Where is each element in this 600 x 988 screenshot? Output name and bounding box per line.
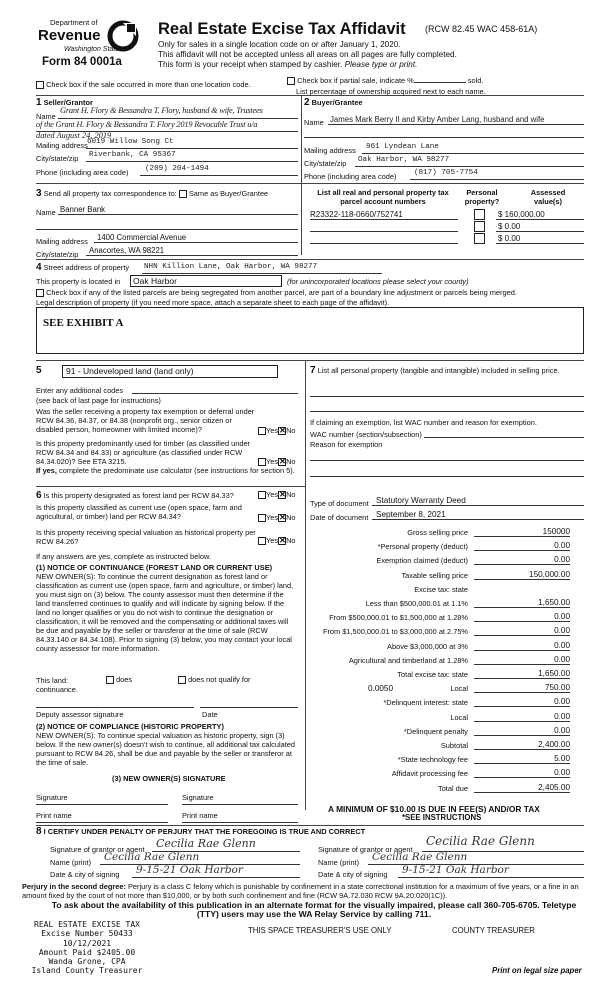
q6-1: 6 Is this property designated as forest land per RCW 84.33?	[36, 490, 234, 501]
grantee-sig-label: Signature of grantor or agent	[318, 845, 413, 854]
use-select[interactable]: 91 - Undeveloped land (land only)	[62, 365, 278, 378]
grantee-name[interactable]: Cecilia Rae Glenn	[372, 851, 468, 863]
wac-label: WAC number (section/subsection)	[310, 430, 422, 439]
calc-value[interactable]: 0.00	[474, 555, 570, 565]
parcel-account[interactable]: R23322-118-0660/752741	[310, 210, 458, 220]
calc-value[interactable]: 0.00	[474, 726, 570, 736]
calc-value[interactable]: 0.00	[474, 612, 570, 622]
calc-value[interactable]: 1,650.00	[474, 669, 570, 679]
stamp-line: 10/12/2021	[62, 938, 112, 948]
certify-label: 8 I CERTIFY UNDER PENALTY OF PERJURY THAT THE FOREGOING IS TRUE AND CORRECT	[36, 826, 366, 837]
calc-label: *Delinquent penalty	[403, 726, 468, 736]
revenue-wordmark: Revenue	[38, 27, 101, 44]
form-number: Form 84 0001a	[42, 56, 122, 68]
checkbox-icon[interactable]	[178, 676, 186, 684]
q5-2: Is this property predominantly used for timber (as classified under RCW 84.34 and 84.33) or agriculture (as classified under RCW 84.34.020)? See ETA 3215.	[36, 439, 251, 466]
codes-label: Enter any additional codes	[36, 386, 124, 395]
personal-property-checkbox[interactable]	[474, 233, 485, 244]
q6-2-answer[interactable]: Yes✕ No	[258, 513, 296, 522]
dept-logo	[36, 18, 141, 78]
calc-label: Excise tax: state	[414, 584, 468, 594]
tax-city[interactable]: Anacortes, WA 98221	[89, 246, 165, 255]
print-label-1: Print name	[36, 811, 72, 820]
location-select[interactable]: Oak Harbor	[130, 275, 282, 287]
form-rcw: (RCW 82.45 WAC 458-61A)	[425, 24, 538, 34]
buyer-name[interactable]: James Mark Berry II and Kirby Amber Lang, husband and wife	[330, 115, 545, 124]
partial-sale-check[interactable]: Check box if partial sale, indicate % sold.	[287, 76, 483, 85]
perjury-note: Perjury in the second degree: Perjury is a class C felony which is punishable by confinement in a state correctional institution for a maximum of five years, or a fine in an amount fixed by the court of not more than $10,000, or by both such confinement and fine (RCW 9A.72.030 RCW 9A.20.020(1C)).	[22, 882, 579, 900]
calc-label: Subtotal	[440, 741, 468, 750]
doc-type-label: Type of document	[310, 499, 369, 508]
calc-label: Above $3,000,000 at 3%	[387, 641, 468, 651]
seller-heading: 1 Seller/Grantor	[36, 97, 93, 108]
checkbox-icon[interactable]	[287, 77, 295, 85]
form-title: Real Estate Excise Tax Affidavit	[158, 20, 406, 38]
tax-mail[interactable]: 1400 Commercial Avenue	[97, 233, 187, 242]
seller-name-1[interactable]: Grant H. Flory & Bessandra T. Flory, husband & wife, Trustees	[60, 106, 263, 115]
grantor-name-label: Name (print)	[50, 858, 92, 867]
seller-name-3[interactable]: dated August 24, 2019	[36, 131, 112, 140]
checkbox-icon[interactable]	[36, 81, 44, 89]
calc-label: Taxable selling price	[401, 570, 468, 580]
parcel-account[interactable]	[310, 222, 458, 232]
minimum-due: A MINIMUM OF $10.00 IS DUE IN FEE(S) AND/OR TAX	[328, 804, 540, 814]
divider	[36, 360, 584, 361]
does-not-check[interactable]: does not qualify for	[178, 675, 251, 684]
local-rate: 0.0050	[368, 684, 394, 694]
grantor-name[interactable]: Cecilia Rae Glenn	[104, 851, 200, 863]
tax-mail-label: Mailing address	[36, 237, 88, 246]
tax-name-label: Name	[36, 208, 56, 217]
reason-label: Reason for exemption	[310, 440, 383, 449]
notice-2-heading: (2) NOTICE OF COMPLIANCE (HISTORIC PROPERTY)	[36, 722, 224, 731]
seller-phone[interactable]: (209) 204-1494	[145, 165, 209, 173]
alt-format-note: To ask about the availability of this publication in an alternate format for the visually impaired, please call 360-705-6705. Teletype (TTY) users may use the WA Relay Service by calling 711.	[51, 900, 577, 919]
divider	[36, 486, 305, 487]
calc-label: Exemption claimed (deduct)	[376, 556, 468, 566]
this-land-label: This land:	[36, 676, 69, 685]
legal-label: Legal description of property (if you need more space, attach a separate sheet to each page of the affidavit).	[36, 298, 390, 307]
q6-2: Is this property classified as current use (open space, farm and agricultural, or timber) land per RCW 84.34?	[36, 503, 242, 521]
treasurer-stamp	[22, 920, 152, 976]
stamp-line: Amount Paid $2405.00	[38, 947, 136, 957]
grantee-date-label: Date & city of signing	[318, 870, 388, 879]
street-address[interactable]: NHN Killion Lane, Oak Harbor, WA 98277	[144, 263, 318, 271]
calc-label: *State technology fee	[397, 755, 468, 765]
exemption-label: If claiming an exemption, list WAC number and reason for exemption.	[310, 418, 537, 427]
divider	[36, 183, 584, 184]
calc-value[interactable]: 1,650.00	[474, 598, 570, 608]
buyer-mail-label: Mailing address	[304, 146, 356, 155]
calc-value[interactable]: 5.00	[474, 754, 570, 764]
buyer-city[interactable]: Oak Harbor, WA 98277	[358, 156, 450, 164]
calc-value[interactable]: 150,000.00	[474, 570, 570, 580]
unincorp-note: (for unincorporated locations please select your county)	[287, 277, 469, 286]
calc-value[interactable]: 0.00	[474, 655, 570, 665]
calc-value[interactable]: 2,405.00	[474, 783, 570, 793]
header-line-2: This affidavit will not be accepted unless all areas on all pages are fully completed.	[158, 50, 457, 59]
personal-header: Personal property?	[464, 188, 500, 206]
grantor-sig-label: Signature of grantor or agent	[50, 845, 145, 854]
seller-phone-label: Phone (including area code)	[36, 168, 129, 177]
stamp-line: REAL ESTATE EXCISE TAX	[34, 920, 140, 929]
calc-label: Total due	[438, 783, 468, 793]
personal-property-checkbox[interactable]	[474, 209, 485, 220]
divider	[36, 95, 584, 96]
q6-1-answer[interactable]: Yes✕ No	[258, 490, 296, 499]
stamp-line: Island County Treasurer	[31, 966, 143, 976]
same-as-buyer-checkbox[interactable]	[179, 190, 187, 198]
grantor-date[interactable]: 9-15-21 Oak Harbor	[136, 864, 243, 876]
sig-label-2: Signature	[182, 793, 214, 802]
calc-value[interactable]: 0.00	[474, 541, 570, 551]
buyer-city-label: City/state/zip	[304, 159, 347, 168]
grantee-name-label: Name (print)	[318, 858, 360, 867]
buyer-phone[interactable]: (817) 705-7754	[414, 169, 478, 177]
county-treasurer: COUNTY TREASURER	[452, 926, 535, 935]
checkbox-icon[interactable]	[36, 289, 44, 297]
see-instructions: (see back of last page for instructions)	[36, 396, 161, 405]
notice-2-text: NEW OWNER(S): To continue special valuation as historic property, sign (3) below. If the new owner(s) doesn't wish to continue, all additional tax calculated pursuant to RCW 84.26, shall be due and payable by the seller or transferor at the time of sale.	[36, 731, 296, 767]
stamp-line: Wanda Grone, CPA	[48, 957, 126, 967]
sec7-label: 7 List all personal property (tangible and intangible) included in selling price.	[310, 365, 560, 376]
calc-label: From $500,000.01 to $1,500,000 at 1.28%	[329, 613, 468, 623]
grantor-signature[interactable]: Cecilia Rae Glenn	[156, 837, 256, 850]
calc-label: Less than $500,000.01 at 1.1%	[365, 599, 468, 608]
legal-box[interactable]	[36, 307, 584, 354]
seller-name-label: Name	[36, 112, 56, 121]
deputy-date-label: Date	[202, 710, 218, 719]
grantor-date-label: Date & city of signing	[50, 870, 120, 879]
header-line-1: Only for sales in a single location code on or after January 1, 2020.	[158, 40, 401, 49]
see-instr: *SEE INSTRUCTIONS	[402, 813, 482, 822]
q6-3: Is this property receiving special valuation as historical property per RCW 84.26?	[36, 528, 256, 546]
q5-1: Was the seller receiving a property tax exemption or deferral under RCW 84.36, 84.37, or 84.38 (nonprofit org., senior citizen or disabled person, homeowner with limited income)?	[36, 407, 255, 434]
seller-mail[interactable]: 6019 Willow Song Ct	[87, 138, 174, 146]
calc-value[interactable]: 0.00	[474, 768, 570, 778]
q6-3-answer[interactable]: Yes✕ No	[258, 536, 296, 545]
tax-corr-heading: 3 Send all property tax correspondence to: Same as Buyer/Grantee	[36, 188, 269, 199]
checkbox-icon[interactable]	[106, 676, 114, 684]
notice-1-heading: (1) NOTICE OF CONTINUANCE (FOREST LAND OR CURRENT USE)	[36, 563, 273, 572]
personal-property-checkbox[interactable]	[474, 221, 485, 232]
buyer-heading: 2 Buyer/Grantee	[304, 97, 363, 108]
grantee-signature[interactable]: Cecilia Rae Glenn	[426, 834, 535, 848]
notice-3-heading: (3) NEW OWNER(S) SIGNATURE	[112, 774, 226, 783]
q5-2-yes: If yes, complete the predominate use calculator (see instructions for section 5).	[36, 466, 295, 475]
print-label-2: Print name	[182, 811, 218, 820]
notice-1-text: NEW OWNER(S): To continue the current designation as forest land or classification as current use (open space, farm and agriculture, or timber) land, you must sign on (3) below. The county assessor must then determine if the land transferred continues to qualify and will indicate by signing below. If the land no longer qualifies or you do not wish to continue the designation or classification, it will be removed and the compensating or additional taxes will be due and payable by the seller or transferor at the time of sale (RCW 84.33.140 or 84.34.108). Prior to signing (3) below, you may contact your local county assessor for more information.	[36, 572, 294, 653]
calc-value[interactable]: 0.00	[474, 626, 570, 636]
located-label: This property is located in	[36, 277, 121, 286]
calc-value[interactable]: 750.00	[474, 683, 570, 693]
seller-mail-label: Mailing address	[36, 141, 88, 150]
buyer-phone-label: Phone (including area code)	[304, 172, 397, 181]
assessed-value[interactable]: $ 160,000.00	[496, 210, 584, 220]
state-label: Washington State	[64, 46, 120, 53]
continuance-label: continuance.	[36, 685, 78, 694]
calc-label: *Personal property (deduct)	[377, 542, 468, 552]
tax-city-label: City/state/zip	[36, 250, 79, 259]
calc-label: Gross selling price	[407, 528, 468, 537]
does-check[interactable]: does	[106, 675, 132, 684]
calc-value[interactable]: 2,400.00	[474, 740, 570, 750]
doc-date-label: Date of document	[310, 513, 369, 522]
calc-label: Local	[450, 712, 468, 722]
assessed-value[interactable]: $ 0.00	[496, 234, 584, 244]
sig-label-1: Signature	[36, 793, 68, 802]
dept-label: Department of	[50, 18, 98, 27]
treasurer-use: THIS SPACE TREASURER'S USE ONLY	[248, 926, 392, 935]
calc-label: Total excise tax: state	[397, 670, 468, 679]
more-location-check[interactable]: Check box if the sale occurred in more than one location code.	[36, 80, 251, 89]
calc-label: *Delinquent interest: state	[383, 698, 468, 708]
doc-type[interactable]: Statutory Warranty Deed	[376, 496, 466, 505]
header-line-3: This form is your receipt when stamped by cashier. Please type or print.	[158, 60, 418, 69]
calc-value[interactable]: 0.00	[474, 697, 570, 707]
parcel-account[interactable]	[310, 234, 458, 244]
calc-label: Affidavit processing fee	[391, 769, 468, 779]
calc-value[interactable]: 0.00	[474, 712, 570, 722]
segregated-check[interactable]: Check box if any of the listed parcels are being segregated from another parcel, are part of a boundary line adjustment or parcels being merged.	[36, 288, 517, 297]
deputy-label: Deputy assessor signature	[36, 710, 124, 719]
q5-1-answer[interactable]: Yes✕ No	[258, 426, 296, 435]
ownership-note: List percentage of ownership acquired next to each name.	[296, 87, 486, 96]
seller-name-2[interactable]: of the Grant H. Flory & Bessandra T. Flory 2019 Revocable Trust u/a	[36, 120, 258, 129]
legal-size-note: Print on legal size paper	[492, 966, 582, 975]
calc-value[interactable]: 150000	[474, 527, 570, 537]
stamp-line: Excise Number 50433	[41, 929, 133, 939]
q5-2-answer[interactable]: Yes✕ No	[258, 457, 296, 466]
legal-text: SEE EXHIBIT A	[43, 317, 124, 329]
assessed-header: Assessed value(s)	[530, 188, 566, 206]
divider	[36, 259, 584, 260]
parcel-header: List all real and personal property tax parcel account numbers	[317, 188, 449, 206]
grantee-date[interactable]: 9-15-21 Oak Harbor	[402, 864, 509, 876]
calc-value[interactable]: 0.00	[474, 641, 570, 651]
buyer-mail[interactable]: 961 Lyndean Lane	[366, 143, 439, 151]
answers-note: If any answers are yes, complete as instructed below.	[36, 552, 211, 561]
calc-label: Agricultural and timberland at 1.28%	[348, 655, 468, 665]
seller-city-label: City/state/zip	[36, 154, 79, 163]
seller-city[interactable]: Riverbank, CA 95367	[89, 151, 176, 159]
doc-date[interactable]: September 8, 2021	[376, 510, 446, 519]
buyer-name-label: Name	[304, 118, 324, 127]
assessed-value[interactable]: $ 0.00	[496, 222, 584, 232]
tax-name[interactable]: Banner Bank	[60, 205, 106, 214]
col-divider	[301, 95, 302, 255]
calc-label: Local	[450, 684, 468, 694]
sec5-num: 5	[36, 365, 42, 376]
calc-label: From $1,500,000.01 to $3,000,000 at 2.75%	[322, 627, 468, 637]
street-label: 4 Street address of property	[36, 262, 130, 273]
